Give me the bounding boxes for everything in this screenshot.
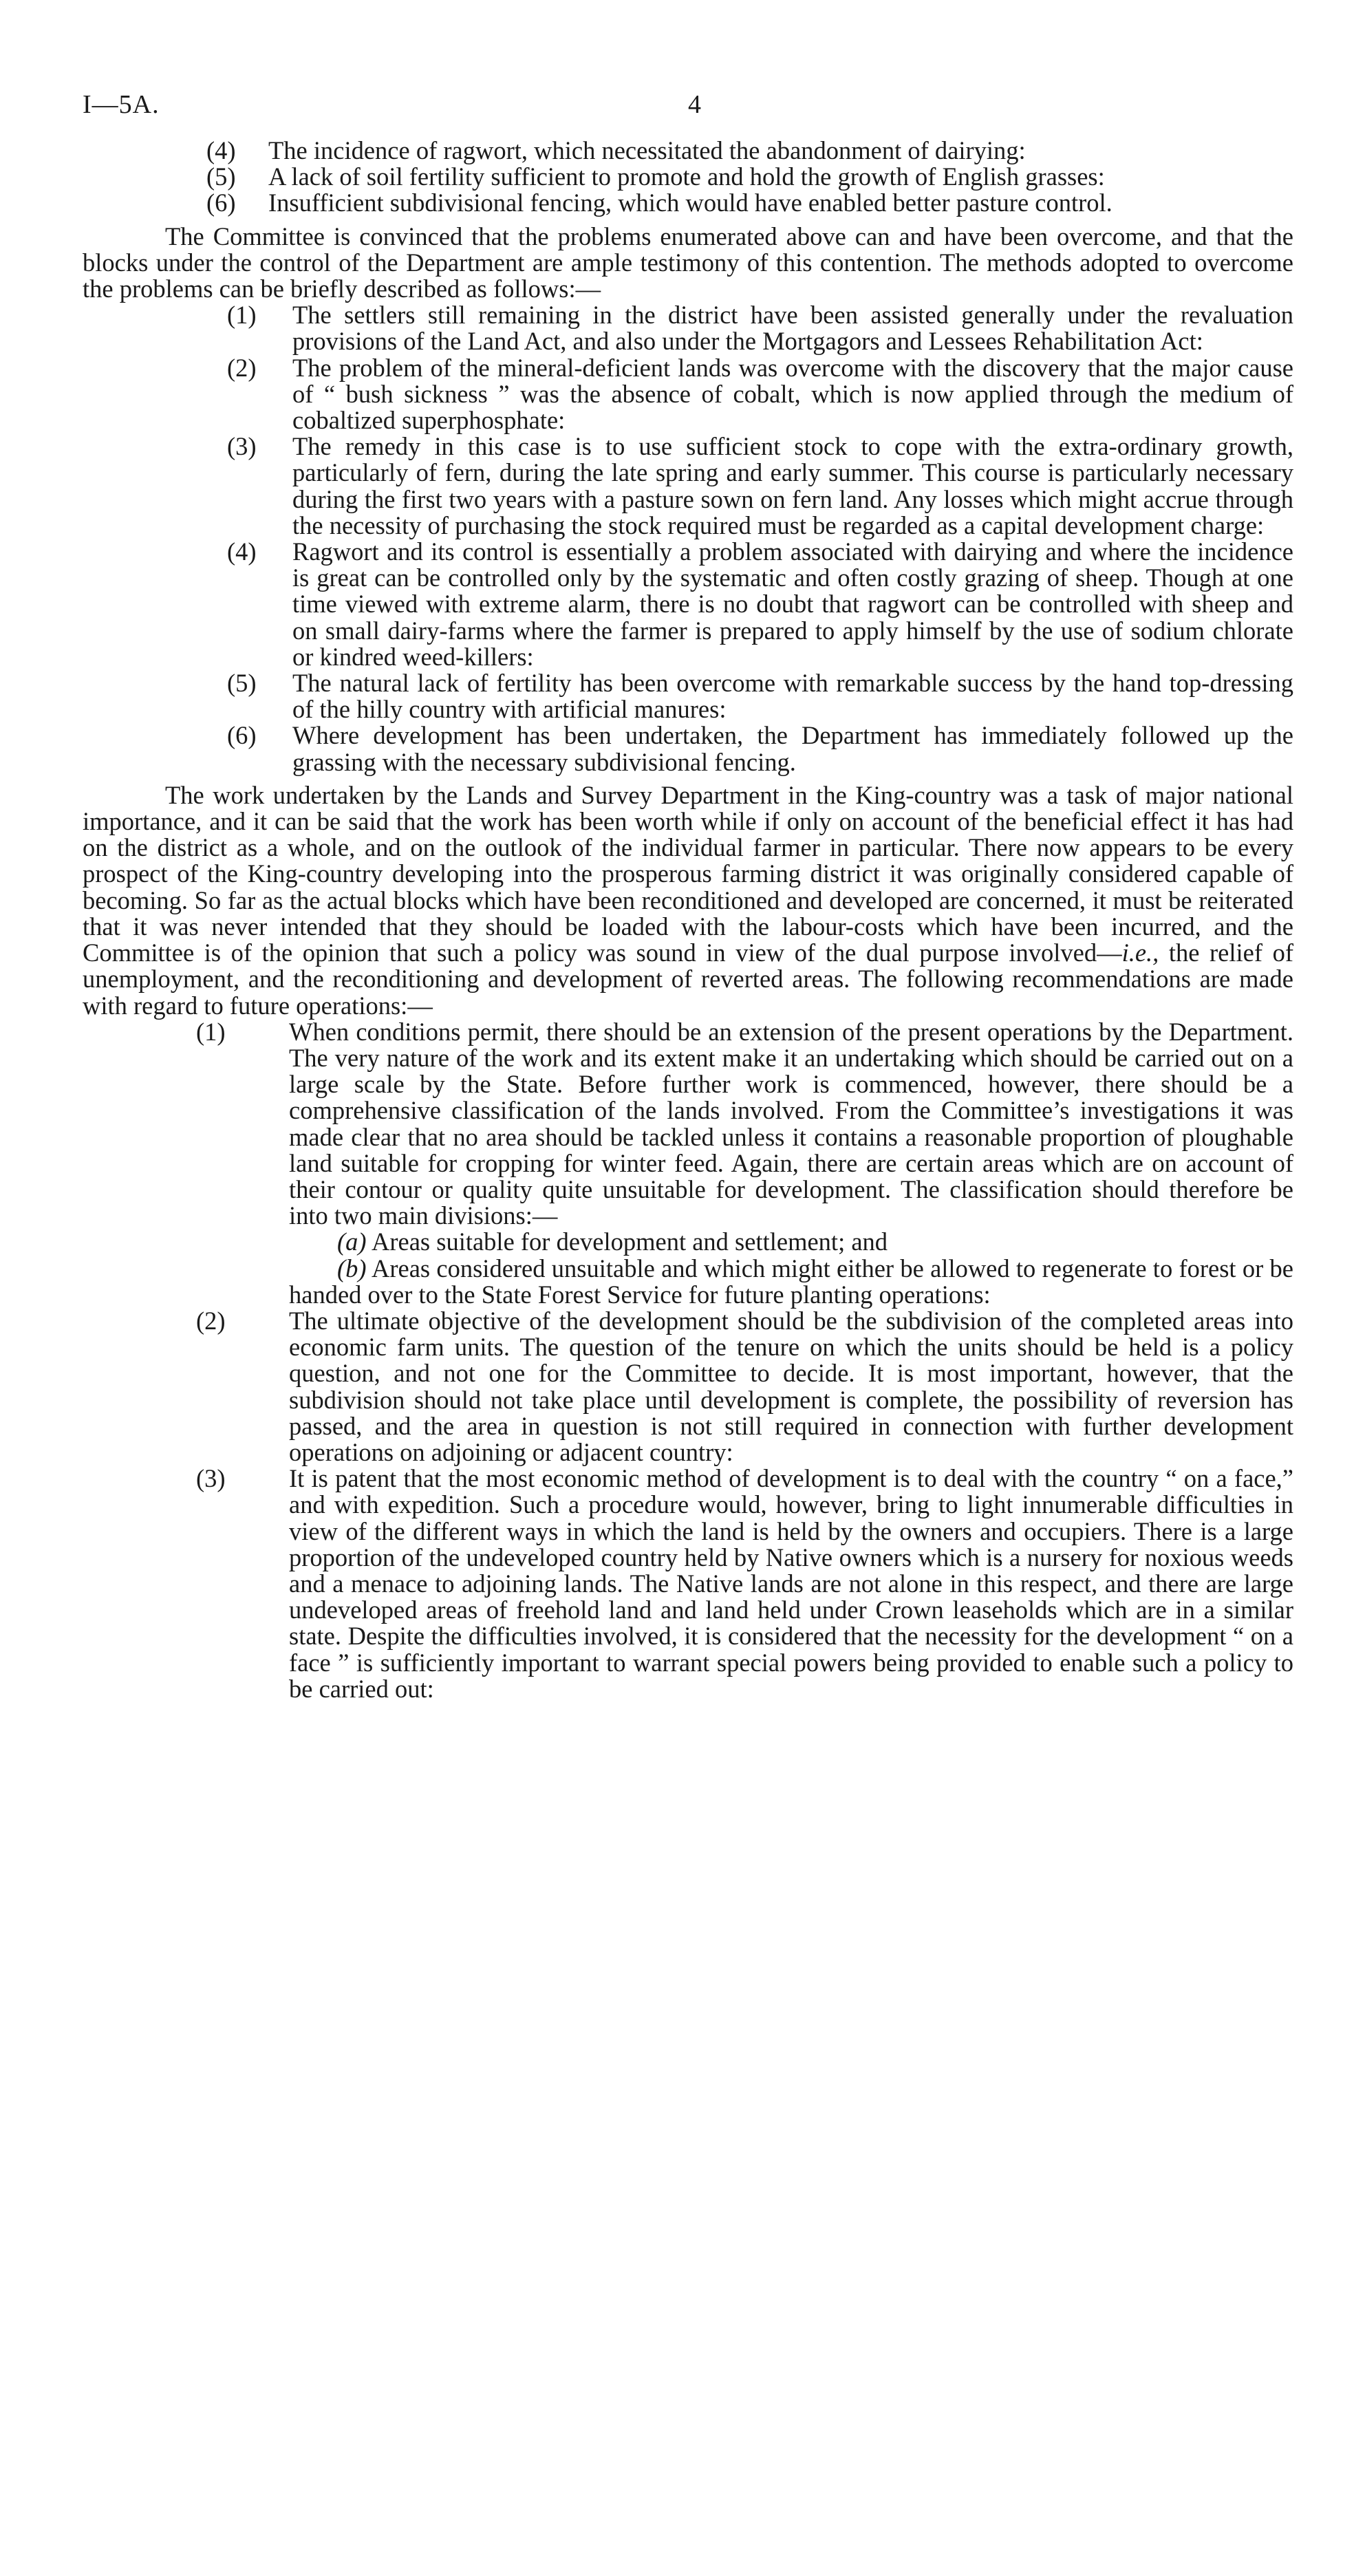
item-number: (5) — [227, 669, 257, 698]
item-number: (b) — [337, 1254, 367, 1282]
item-text: The remedy in this case is to use sufficient stock to cope with the extra-ordinary growth, particularly of fern, during the late spring and early summer. This course is particularly necessary during the first two years with a pasture sown on fern land. Any losses which might accrue through the necessity of purchasing the stock required must be regarded as a capital development charge: — [292, 432, 1293, 539]
item-number: (3) — [196, 1464, 226, 1493]
list-item — [83, 1019, 1293, 1230]
page-number: 4 — [688, 90, 701, 119]
list-item — [83, 539, 1293, 670]
list-item — [83, 1308, 1293, 1466]
classification-sublist — [83, 1229, 1293, 1308]
item-number: (4) — [227, 537, 257, 566]
paragraph-text: the relief of unemployment, and the reconditioning and development of reverted areas. The following recommendations are made with regard to future operations:— — [83, 938, 1293, 1020]
item-number: (4) — [206, 136, 236, 164]
item-text: A lack of soil fertility sufficient to promote and hold the growth of English grasses: — [268, 162, 1105, 191]
page-header — [83, 83, 1293, 138]
item-number: (1) — [196, 1017, 226, 1046]
list-item — [83, 302, 1293, 354]
list-item — [83, 138, 1293, 164]
item-number: (6) — [206, 189, 236, 217]
item-number: (2) — [227, 353, 257, 382]
list-item — [83, 670, 1293, 722]
paragraph-text: The work undertaken by the Lands and Survey Department in the King-country was a task of major national importance, and it can be said that the work has been worth while if only on account of the beneficial effect it has had on the district as a whole, and on the outlook of the individual farmer in particular. There now appears to be every prospect of the King-country developing into the prosperous farming district it was originally considered capable of becoming. So far as the actual blocks which have been reconditioned and developed are concerned, it must be reiterated that it was never intended that they should be loaded with the labour-costs which have been incurred, and the Committee is of the opinion that such a policy was sound in view of the dual purpose involved— — [83, 780, 1293, 967]
list-item — [83, 1466, 1293, 1702]
list-item — [83, 722, 1293, 775]
item-text: Where development has been undertaken, the Department has immediately followed up the grassing with the necessary subdivisional fencing. — [292, 721, 1293, 776]
list-item — [83, 355, 1293, 434]
methods-list — [83, 302, 1293, 775]
item-text: The natural lack of fertility has been overcome with remarkable success by the hand top-dressing of the hilly country with artificial manures: — [292, 669, 1293, 724]
document-body — [83, 138, 1293, 1702]
item-number: (6) — [227, 721, 257, 750]
list-item — [83, 433, 1293, 539]
item-number: (2) — [196, 1306, 226, 1335]
item-text: The incidence of ragwort, which necessitated the abandonment of dairying: — [268, 136, 1026, 164]
list-item — [83, 1256, 1293, 1308]
item-number: (1) — [227, 301, 257, 330]
item-text: Insufficient subdivisional fencing, which would have enabled better pasture control. — [268, 189, 1113, 217]
item-number: (5) — [206, 162, 236, 191]
item-text: The ultimate objective of the development should be the subdivision of the completed areas into economic farm units. The question of the tenure on which the units should be held is a policy question, and not one for the Committee to decide. It is most important, however, that the subdivision should not take place until development is complete, the possibility of reversion has passed, and the area in question is not still required in connection with further development operations on adjoining or adjacent country: — [289, 1306, 1293, 1466]
recommendations-list — [83, 1019, 1293, 1702]
document-page — [83, 83, 1293, 1702]
paragraph-methods-intro: The Committee is convinced that the problems enumerated above can and have been overcome, and that the blocks under the control of the Department are ample testimony of this contention. The methods adopted to overcome the problems can be briefly described as follows:— — [83, 222, 1293, 303]
italic-abbreviation: i.e., — [1121, 938, 1159, 967]
list-item — [83, 164, 1293, 190]
document-reference: I—5A. — [83, 90, 160, 119]
item-text: Areas considered unsuitable and which might either be allowed to regenerate to forest or be handed over to the State Forest Service for future planting operations: — [289, 1254, 1293, 1309]
paragraph-recommendations-intro — [83, 782, 1293, 1019]
item-text: When conditions permit, there should be an extension of the present operations by the Department. The very nature of the work and its extent make it an undertaking which should be carried out on a large scale by the State. Before further work is commenced, however, there should be a comprehensive classification of the lands involved. From the Committee’s investigations it was made clear that no area should be tackled unless it contains a reasonable proportion of ploughable land suitable for cropping for winter feed. Again, there are certain areas which are on account of their contour or quality quite unsuitable for development. The classification should therefore be into two main divisions:— — [289, 1017, 1293, 1230]
item-text: Areas suitable for development and settlement; and — [372, 1227, 888, 1256]
item-text: The problem of the mineral-deficient lands was overcome with the discovery that the major cause of “ bush sickness ” was the absence of cobalt, which is now applied through the medium of cobaltized superphosphate: — [292, 353, 1293, 435]
item-text: It is patent that the most economic method of development is to deal with the country “ on a face,” and with expedition. Such a procedure would, however, bring to light innumerable difficulties in view of the different ways in which the land is held by the owners and occupiers. There is a large proportion of the undeveloped country held by Native owners which is a nursery for noxious weeds and a menace to adjoining lands. The Native lands are not alone in this respect, and there are large undeveloped areas of freehold land and land held under Crown leaseholds which are in a similar state. Despite the difficulties involved, it is considered that the necessity for the development “ on a face ” is sufficiently important to warrant special powers being provided to enable such a policy to be carried out: — [289, 1464, 1293, 1703]
item-text: The settlers still remaining in the district have been assisted generally under the revaluation provisions of the Land Act, and also under the Mortgagors and Lessees Rehabilitation Act: — [292, 301, 1293, 356]
list-item — [83, 1229, 1293, 1255]
item-number: (3) — [227, 432, 257, 461]
list-item — [83, 190, 1293, 216]
item-text: Ragwort and its control is essentially a problem associated with dairying and where the incidence is great can be controlled only by the systematic and often costly grazing of sheep. Though at one time viewed with extreme alarm, there is no doubt that ragwort can be controlled with sheep and on small dairy-farms where the farmer is prepared to apply himself by the use of sodium chlorate or kindred weed-killers: — [292, 537, 1293, 671]
problem-list-continued — [83, 138, 1293, 217]
item-number: (a) — [337, 1227, 367, 1256]
